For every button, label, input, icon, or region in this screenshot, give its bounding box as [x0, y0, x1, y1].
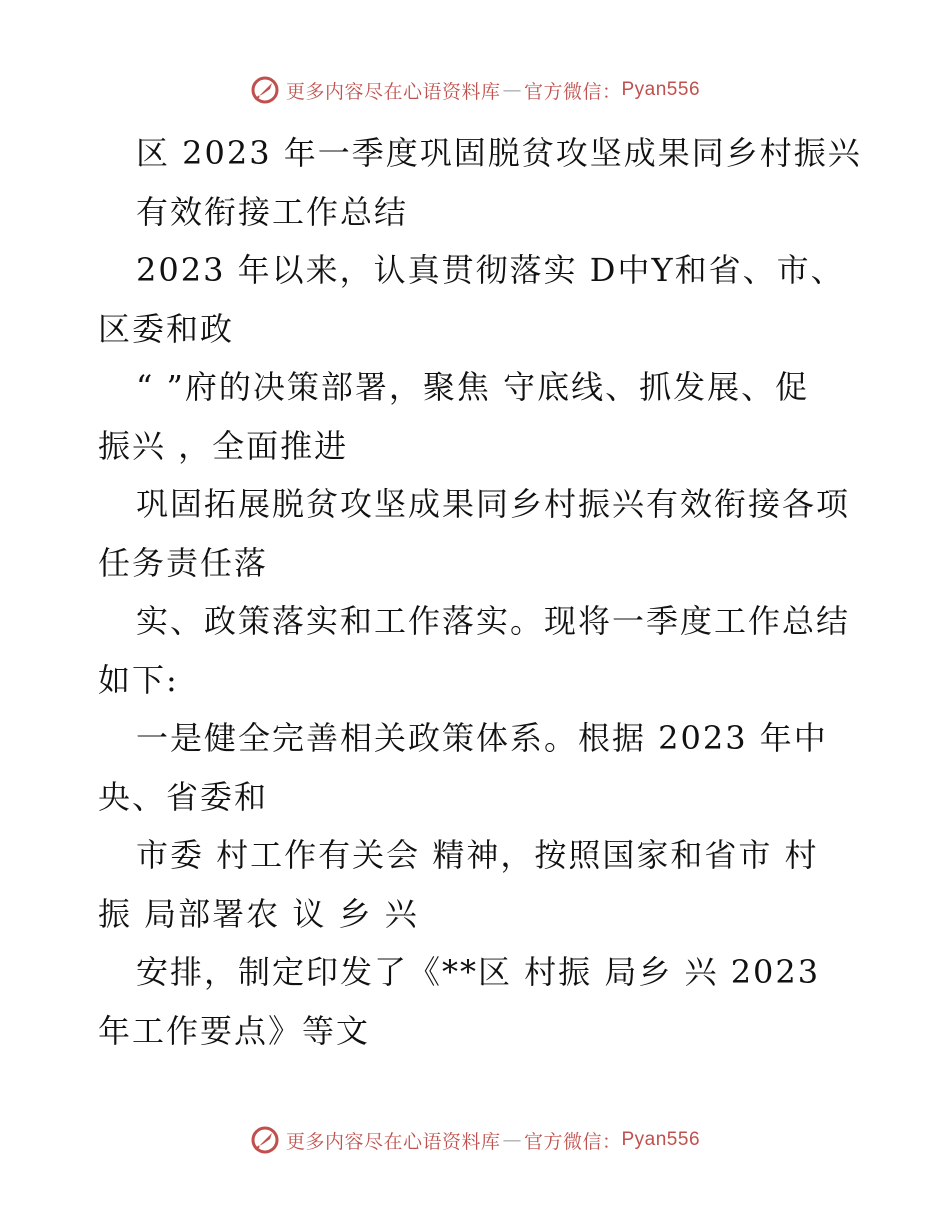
quill-logo-icon [250, 1125, 280, 1155]
body-text-line: 安排，制定印发了《**区 村振 局乡 兴 2023 [136, 953, 821, 991]
body-text-line: 任务责任落 [98, 543, 269, 582]
document-body [98, 124, 862, 1060]
quill-logo-icon [250, 75, 280, 105]
body-text-line: 2023 年以来，认真贯彻落实 D中Y和省、市、 [136, 251, 845, 289]
body-text-line: 有效衔接工作总结 [136, 192, 409, 231]
watermark-contact-label: 官方微信： [523, 80, 622, 103]
body-text-line: “ ”府的决策部署，聚焦 守底线、抓发展、促 [136, 368, 810, 406]
body-text-line: 区委和政 [98, 309, 235, 348]
header-watermark [0, 70, 950, 110]
body-text-line: 央、省委和 [98, 777, 269, 816]
watermark-text: 更多内容尽在心语资料库 [285, 1130, 501, 1153]
body-text-line: 一是健全完善相关政策体系。根据 2023 年中 [136, 719, 828, 757]
body-text-line: 年工作要点》等文 [98, 1011, 371, 1050]
watermark-separator: — [502, 79, 522, 101]
watermark-contact-id: Pyan556 [621, 1129, 701, 1150]
body-text-line: 巩固拓展脱贫攻坚成果同乡村振兴有效衔接各项 [136, 485, 851, 523]
body-text-line: 振兴 ，全面推进 [98, 426, 349, 465]
watermark-contact-id: Pyan556 [621, 79, 701, 100]
body-text-line: 振 局部署农 议 乡 兴 [98, 894, 419, 933]
footer-watermark [0, 1120, 950, 1160]
body-text-line: 如下: [98, 660, 179, 699]
body-text-line: 区 2023 年一季度巩固脱贫攻坚成果同乡村振兴 [136, 134, 862, 172]
watermark-separator: — [502, 1129, 522, 1151]
watermark-text: 更多内容尽在心语资料库 [285, 80, 501, 103]
body-text-line: 市委 村工作有关会 精神，按照国家和省市 村 [136, 836, 819, 874]
body-text-line: 实、政策落实和工作落实。现将一季度工作总结 [136, 602, 851, 640]
watermark-contact-label: 官方微信： [523, 1130, 622, 1153]
